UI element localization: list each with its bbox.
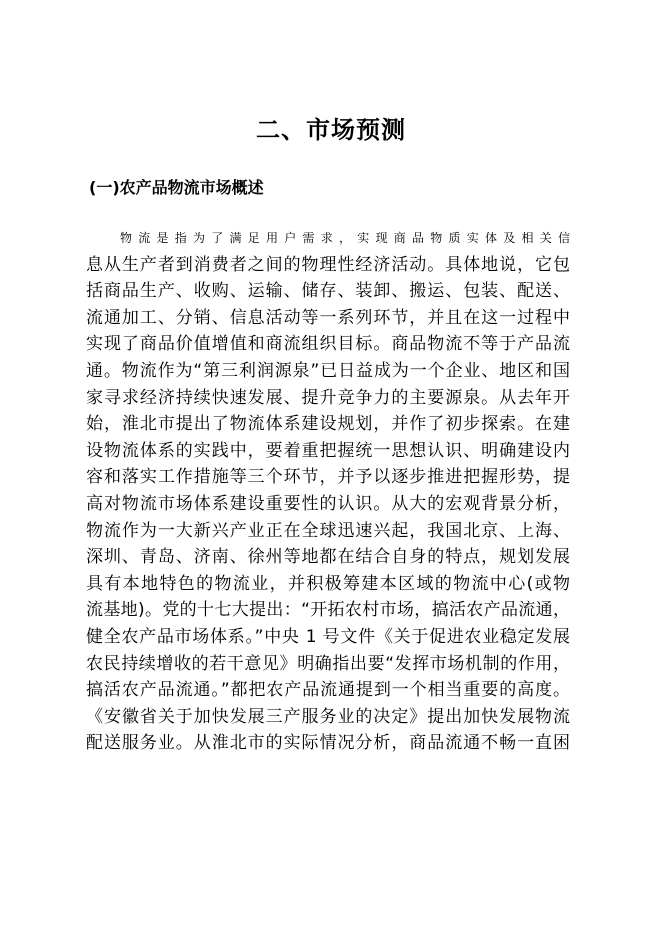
paragraph-line: 物流作为一大新兴产业正在全球迅速兴起，我国北京、上海、 [86, 520, 570, 541]
paragraph-line: 健全农产品市场体系。”中央 1 号文件《关于促进农业稳定发展 [86, 626, 570, 647]
paragraph-line: 物流是指为了满足用户需求，实现商品物质实体及相关信 [120, 231, 570, 245]
paragraph-line: 括商品生产、收购、运输、储存、装卸、搬运、包装、配送、 [86, 281, 570, 302]
paragraph-line: 流基地)。党的十七大提出：“开拓农村市场，搞活农产品流通， [86, 600, 570, 621]
paragraph-line: 深圳、青岛、济南、徐州等地都在结合自身的特点，规划发展 [86, 547, 570, 568]
paragraph-line: 息从生产者到消费者之间的物理性经济活动。具体地说，它包 [86, 254, 570, 275]
paragraph-line: 家寻求经济持续快速发展、提升竞争力的主要源泉。从去年开 [86, 387, 570, 408]
paragraph-line: 具有本地特色的物流业，并积极筹建本区域的物流中心(或物 [86, 573, 570, 594]
body-paragraph [86, 225, 570, 757]
section-title: 二、市场预测 [256, 116, 406, 144]
paragraph-line: 流通加工、分销、信息活动等一系列环节，并且在这一过程中 [86, 307, 570, 328]
paragraph-line: 《安徽省关于加快发展三产服务业的决定》提出加快发展物流 [86, 706, 570, 727]
paragraph-line: 通。物流作为“第三利润源泉”已日益成为一个企业、地区和国 [86, 360, 570, 381]
paragraph-line: 配送服务业。从淮北市的实际情况分析，商品流通不畅一直困 [86, 733, 570, 754]
paragraph-line: 容和落实工作措施等三个环节，并予以逐步推进把握形势，提 [86, 467, 570, 488]
paragraph-line: 设物流体系的实践中，要着重把握统一思想认识、明确建设内 [86, 440, 570, 461]
paragraph-line: 搞活农产品流通。”都把农产品流通提到一个相当重要的高度。 [86, 680, 570, 701]
subsection-title: (一)农产品物流市场概述 [89, 178, 264, 197]
paragraph-line: 高对物流市场体系建设重要性的认识。从大的宏观背景分析， [86, 493, 570, 514]
paragraph-line: 实现了商品价值增值和商流组织目标。商品物流不等于产品流 [86, 334, 570, 355]
paragraph-line: 始，淮北市提出了物流体系建设规划，并作了初步探索。在建 [86, 414, 570, 435]
paragraph-line: 农民持续增收的若干意见》明确指出要“发挥市场机制的作用， [86, 653, 570, 674]
